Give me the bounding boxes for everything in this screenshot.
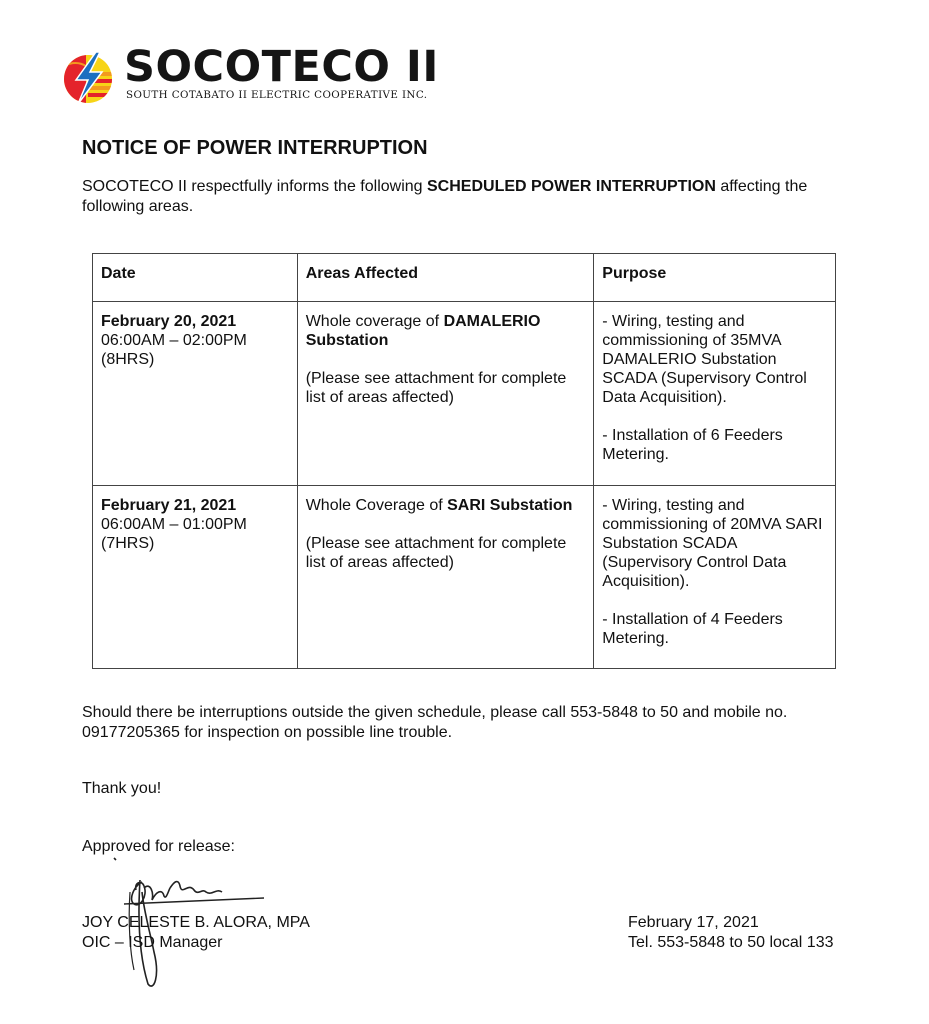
- intro-paragraph: [82, 177, 862, 217]
- table-header-row: [93, 254, 836, 302]
- area-prefix: Whole coverage of: [305, 313, 444, 330]
- row-area: [306, 312, 586, 350]
- lightning-globe-icon: [62, 50, 118, 106]
- header-purpose: Purpose: [594, 254, 836, 302]
- area-prefix: Whole Coverage of: [305, 497, 448, 514]
- notice-date: February 17, 2021: [628, 914, 759, 931]
- signatory-title: OIC – ISD Manager: [82, 934, 223, 951]
- table-row: [93, 302, 836, 486]
- company-subtitle: SOUTH COTABATO II ELECTRIC COOPERATIVE INC.: [126, 89, 428, 101]
- intro-text: SOCOTECO II respectfully informs the following: [82, 178, 427, 195]
- row-area-note: (Please see attachment for complete list of areas affected): [305, 370, 567, 406]
- row-duration: (8HRS): [101, 351, 155, 368]
- intro-emphasis: SCHEDULED POWER INTERRUPTION: [427, 178, 716, 195]
- row-date: February 20, 2021: [101, 313, 237, 330]
- purpose-cell: [594, 302, 836, 486]
- areas-cell: [297, 302, 594, 486]
- date-cell: [93, 302, 298, 486]
- areas-cell: [297, 486, 594, 669]
- company-name: SOCOTECO II: [124, 42, 439, 92]
- row-area: [306, 496, 586, 515]
- table-row: [93, 486, 836, 669]
- notice-title: NOTICE OF POWER INTERRUPTION: [82, 137, 428, 159]
- contact-paragraph: Should there be interruptions outside the given schedule, please call 553-5848 to 50 and mobile no. 09177205365 for inspection on possible line trouble.: [82, 704, 788, 741]
- schedule-table: [92, 253, 836, 669]
- row-area-note: (Please see attachment for complete list of areas affected): [305, 535, 567, 571]
- contact-telephone: Tel. 553-5848 to 50 local 133: [628, 934, 834, 951]
- date-cell: [93, 486, 298, 669]
- purpose-cell: [594, 486, 836, 669]
- row-date: February 21, 2021: [101, 497, 237, 514]
- row-duration: (7HRS): [101, 535, 155, 552]
- header-areas: Areas Affected: [297, 254, 594, 302]
- signatory-name: JOY CELESTE B. ALORA, MPA: [82, 914, 310, 931]
- thank-you: Thank you!: [82, 780, 162, 797]
- row-purpose-2: - Installation of 4 Feeders Metering.: [602, 611, 783, 647]
- row-time: 06:00AM – 02:00PM: [101, 332, 247, 349]
- company-logo: [62, 42, 462, 108]
- area-substation: DAMALERIO Substation: [305, 313, 541, 349]
- row-purpose-1: - Wiring, testing and commissioning of 35MVA DAMALERIO Substation SCADA (Supervisory Control Data Acquisition).: [602, 313, 807, 406]
- header-date: Date: [93, 254, 298, 302]
- approved-label: Approved for release:: [82, 838, 235, 855]
- row-purpose-2: - Installation of 6 Feeders Metering.: [602, 427, 783, 463]
- intro-text-end: affecting the following areas.: [82, 178, 808, 215]
- row-time: 06:00AM – 01:00PM: [101, 516, 247, 533]
- area-substation: SARI Substation: [447, 497, 573, 514]
- row-purpose-1: - Wiring, testing and commissioning of 20MVA SARI Substation SCADA (Supervisory Control Data Acquisition).: [602, 497, 823, 590]
